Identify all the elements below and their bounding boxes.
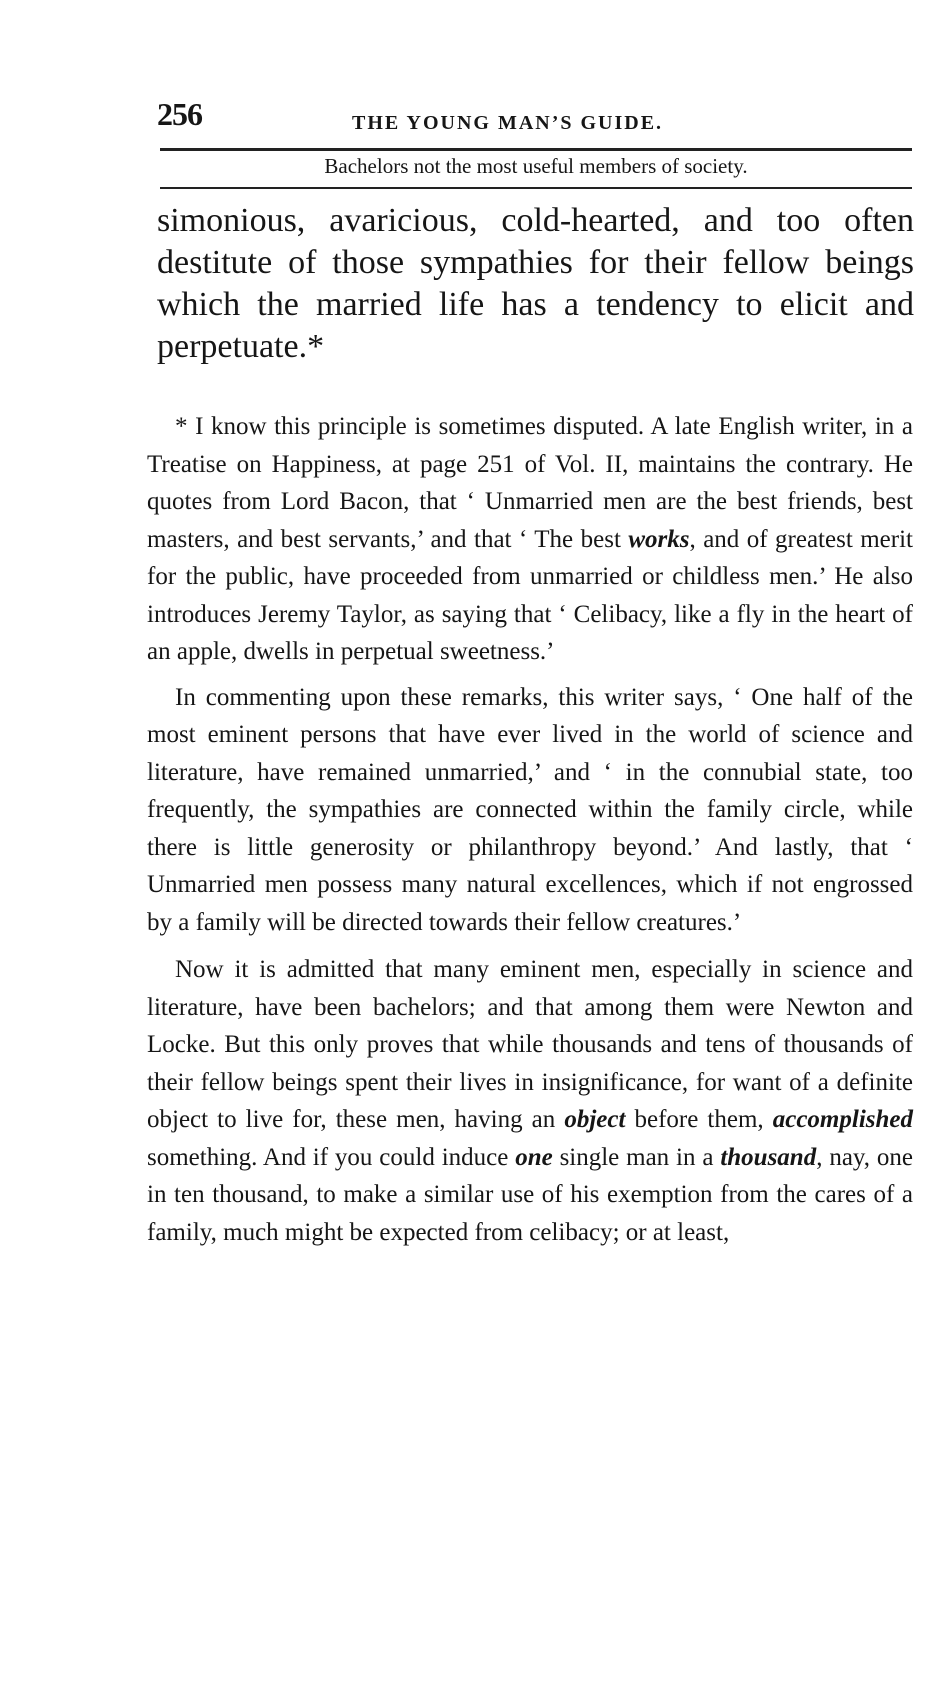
body-text-e: , nay, one in ten thousand, to make a similar use of his exemption from the cares of a family, much might be expected from celibacy; or at least, (147, 1143, 913, 1246)
footnote-text-b: , and of greatest merit for the public, have proceeded from unmarried or childless men.’ He also introduces Jeremy Taylor, as saying that ‘ Celibacy, like a fly in the heart of an apple, dwells in perpetual sweetness.’ (147, 525, 913, 665)
body-paragraph (147, 951, 913, 1251)
body-text-c: something. And if you could induce (147, 1143, 516, 1171)
body-text-b: before them, (625, 1106, 773, 1133)
body-text-d: single man in a (552, 1143, 721, 1171)
main-paragraph: simonious, avaricious, cold-hearted, and too often destitute of those sympathies for their fellow beings which the married life has a tendency to elicit and perpetuate.* (157, 202, 914, 365)
body-emphasis-object: object (564, 1106, 626, 1133)
header-rule-bottom (160, 187, 912, 189)
page-header (157, 96, 910, 136)
page-number: 256 (157, 96, 202, 132)
header-rule-top (160, 148, 912, 151)
body-emphasis-one: one (515, 1143, 553, 1171)
body-text-a: Now it is admitted that many eminent men, especially in science and literature, have been bachelors; and that among them were Newton and Locke. But this only proves that while thousands and tens of thousands of their fellow beings spent their lives in insignificance, for want of a definite object to live for, these men, having an (147, 956, 913, 1133)
footnote-paragraph-2: In commenting upon these remarks, this writer says, ‘ One half of the most eminent persons that have ever lived in the world of science and literature, have remained unmarried,’ and ‘ in the connubial state, too frequently, the sympathies are connected within the family circle, while there is little generosity or philanthropy beyond.’ And lastly, that ‘ Unmarried men possess many natural excellences, which if not engrossed by a family will be directed towards their fellow creatures.’ (147, 683, 913, 936)
body-emphasis-accomplished: accomplished (772, 1106, 913, 1133)
footnote-text-a: * I know this principle is sometimes disputed. A late English writer, in a Treatise on Happiness, at page 251 of Vol. II, maintains the contrary. He quotes from Lord Bacon, that ‘ Unmarried men are the best friends, best masters, and best servants,’ and that ‘ The best (147, 413, 913, 553)
running-title: THE YOUNG MAN’S GUIDE. (352, 112, 664, 134)
footnote-emphasis: works (628, 525, 690, 553)
footnote-section (147, 408, 913, 1251)
section-subheading: Bachelors not the most useful members of society. (324, 154, 748, 178)
footnote-paragraph (147, 408, 913, 671)
body-emphasis-thousand: thousand (720, 1143, 817, 1171)
